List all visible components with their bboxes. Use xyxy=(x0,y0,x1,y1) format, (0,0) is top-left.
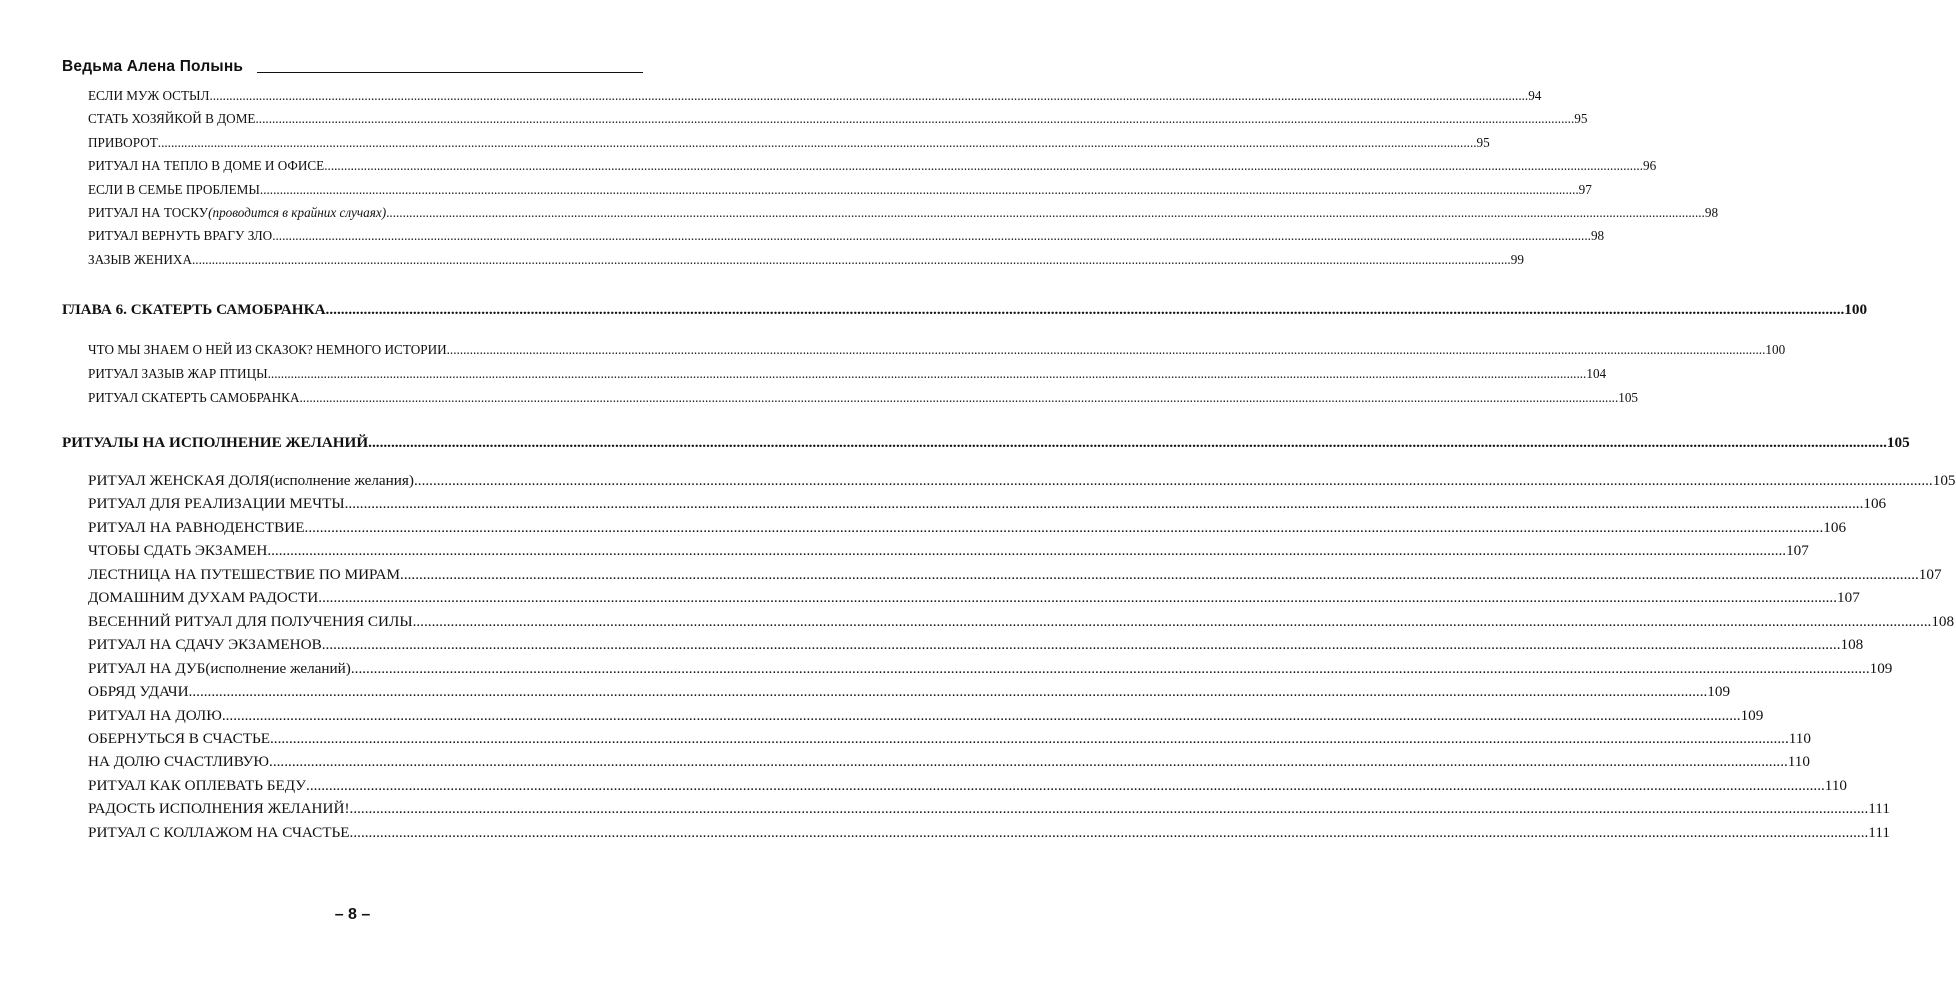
toc-entry-title: РИТУАЛ НА ДУБ xyxy=(88,659,206,677)
toc-entry xyxy=(88,88,1542,104)
toc-entry xyxy=(88,181,1592,198)
header-rule xyxy=(257,72,643,73)
dot-leader: ................................................................................................................................................................................................................................................................................................................................................................................................................ xyxy=(269,729,1789,747)
dot-leader: ................................................................................................................................................................................................................................................................................................................................................................................................................ xyxy=(304,518,1824,536)
toc-page-number: 110 xyxy=(1788,729,1811,747)
toc-entry-title: РИТУАЛЫ НА ИСПОЛНЕНИЕ ЖЕЛАНИЙ xyxy=(62,434,369,451)
toc-entry xyxy=(88,342,1786,358)
toc-entry xyxy=(88,495,1887,513)
toc-heading xyxy=(62,434,1910,452)
dot-leader: ................................................................................................................................................................................................................................................................................................................................................................................................................ xyxy=(221,706,1741,724)
toc-entry xyxy=(88,390,1639,406)
dot-leader: ................................................................................................................................................................................................................................................................................................................................................................................................................ xyxy=(413,472,1933,489)
dot-leader: ................................................................................................................................................................................................................................................................................................................................................................................................................ xyxy=(191,251,1511,267)
dot-leader: ................................................................................................................................................................................................................................................................................................................................................................................................................ xyxy=(324,158,1643,174)
dot-leader: ................................................................................................................................................................................................................................................................................................................................................................................................................ xyxy=(318,589,1838,607)
toc-entry xyxy=(88,472,1956,490)
dot-leader: ................................................................................................................................................................................................................................................................................................................................................................................................................ xyxy=(259,181,1579,197)
toc-entry-title: РИТУАЛ НА ТЕПЛО В ДОМЕ И ОФИСЕ xyxy=(88,158,325,174)
toc-page-number: 108 xyxy=(1931,612,1955,630)
toc-page-number: 95 xyxy=(1476,134,1490,150)
toc-entry-title: РАДОСТЬ ИСПОЛНЕНИЯ ЖЕЛАНИЙ! xyxy=(88,800,350,818)
dot-leader: ................................................................................................................................................................................................................................................................................................................................................................................................................ xyxy=(412,612,1932,630)
toc-page-number: 111 xyxy=(1868,823,1890,841)
dot-leader: ................................................................................................................................................................................................................................................................................................................................................................................................................ xyxy=(306,776,1825,794)
toc-entry-title: ГЛАВА 6. СКАТЕРТЬ САМОБРАНКА xyxy=(62,301,326,318)
toc-entry-title: ЧТОБЫ СДАТЬ ЭКЗАМЕН xyxy=(88,542,268,560)
dot-leader: ................................................................................................................................................................................................................................................................................................................................................................................................................ xyxy=(272,228,1591,244)
toc-entry-title: РИТУАЛ С КОЛЛАЖОМ НА СЧАСТЬЕ xyxy=(88,823,350,841)
toc-page-number: 99 xyxy=(1510,251,1524,267)
toc-entry xyxy=(88,111,1588,127)
dot-leader: ................................................................................................................................................................................................................................................................................................................................................................................................................ xyxy=(209,88,1529,103)
toc-entry-note: (проводится в крайних случаях) xyxy=(208,205,387,220)
toc-entry-title: РИТУАЛ НА ТОСКУ xyxy=(88,205,209,220)
toc-entry xyxy=(88,366,1607,382)
toc-page-number: 107 xyxy=(1837,589,1860,607)
toc-entry xyxy=(88,542,1809,560)
dot-leader: ................................................................................................................................................................................................................................................................................................................................................................................................................ xyxy=(269,753,1788,771)
toc-entry xyxy=(88,612,1955,631)
toc-page-number: 94 xyxy=(1528,88,1542,103)
toc-entry xyxy=(88,134,1490,151)
dot-leader: ................................................................................................................................................................................................................................................................................................................................................................................................................ xyxy=(344,495,1864,513)
toc-entry-title: ДОМАШНИМ ДУХАМ РАДОСТИ xyxy=(88,589,319,607)
toc-entry-title: ВЕСЕННИЙ РИТУАЛ ДЛЯ ПОЛУЧЕНИЯ СИЛЫ xyxy=(88,612,413,630)
toc-page-number: 97 xyxy=(1578,181,1592,197)
toc-entry xyxy=(88,776,1848,795)
dot-leader: ................................................................................................................................................................................................................................................................................................................................................................................................................ xyxy=(350,659,1870,677)
toc-page-number: 96 xyxy=(1642,158,1657,174)
toc-entry xyxy=(88,205,1719,221)
toc-page-number: 105 xyxy=(1886,434,1910,451)
dot-leader: ................................................................................................................................................................................................................................................................................................................................................................................................................ xyxy=(368,434,1887,451)
toc-page-number: 110 xyxy=(1787,753,1810,771)
running-header xyxy=(62,58,643,76)
toc-entry-title: ЗАЗЫВ ЖЕНИХА xyxy=(88,251,192,267)
toc-entry-title: РИТУАЛ КАК ОПЛЕВАТЬ БЕДУ xyxy=(88,776,307,794)
running-header-title: Ведьма Алена Полынь xyxy=(62,58,244,75)
toc-page-number: 110 xyxy=(1824,776,1848,794)
dot-leader: ................................................................................................................................................................................................................................................................................................................................................................................................................ xyxy=(188,683,1708,701)
toc-entry-title: РИТУАЛ НА ДОЛЮ xyxy=(88,706,222,724)
dot-leader: ................................................................................................................................................................................................................................................................................................................................................................................................................ xyxy=(349,800,1869,818)
toc-entry-title: ПРИВОРОТ xyxy=(88,134,158,150)
toc-entry xyxy=(88,683,1731,701)
toc-page-number: 106 xyxy=(1823,518,1847,536)
toc-page-number: 107 xyxy=(1918,565,1942,583)
toc-entry-title: РИТУАЛ СКАТЕРТЬ САМОБРАНКА xyxy=(88,390,300,405)
dot-leader: ................................................................................................................................................................................................................................................................................................................................................................................................................ xyxy=(400,565,1919,583)
toc-entry xyxy=(88,158,1657,174)
toc-heading xyxy=(62,301,1868,319)
page-number: – 8 – xyxy=(334,906,371,923)
toc-page-number: 105 xyxy=(1932,472,1956,489)
toc-entry xyxy=(88,706,1764,725)
dot-leader: ................................................................................................................................................................................................................................................................................................................................................................................................................ xyxy=(446,342,1766,357)
toc-entry-title: РИТУАЛ ВЕРНУТЬ ВРАГУ ЗЛО xyxy=(88,228,273,244)
toc-page-number: 107 xyxy=(1786,542,1809,560)
toc-page-number: 109 xyxy=(1707,683,1731,701)
toc-entry xyxy=(88,800,1890,818)
dot-leader: ................................................................................................................................................................................................................................................................................................................................................................................................................ xyxy=(157,134,1477,150)
toc-entry-note: (исполнение желания) xyxy=(269,472,414,489)
toc-entry xyxy=(88,518,1847,537)
toc-page-number: 98 xyxy=(1590,228,1605,244)
toc-page-number: 106 xyxy=(1863,495,1887,513)
toc-entry-title: РИТУАЛ НА СДАЧУ ЭКЗАМЕНОВ xyxy=(88,636,322,654)
toc-entry xyxy=(88,659,1893,678)
toc-page-number: 105 xyxy=(1618,390,1639,405)
toc-entry-title: РИТУАЛ НА РАВНОДЕНСТВИЕ xyxy=(88,518,305,536)
toc-entry-title: РИТУАЛ ЖЕНСКАЯ ДОЛЯ xyxy=(88,472,270,489)
toc-page-number: 111 xyxy=(1868,800,1890,818)
dot-leader: ................................................................................................................................................................................................................................................................................................................................................................................................................ xyxy=(255,111,1575,127)
toc-entry xyxy=(88,823,1890,842)
toc-entry-title: РИТУАЛ ДЛЯ РЕАЛИЗАЦИИ МЕЧТЫ xyxy=(88,495,345,513)
dot-leader: ................................................................................................................................................................................................................................................................................................................................................................................................................ xyxy=(267,542,1787,560)
toc-entry xyxy=(88,589,1860,607)
toc-entry xyxy=(88,753,1810,771)
toc-entry-title: СТАТЬ ХОЗЯЙКОЙ В ДОМЕ xyxy=(88,111,256,127)
dot-leader: ................................................................................................................................................................................................................................................................................................................................................................................................................ xyxy=(321,636,1841,654)
toc-page-number: 100 xyxy=(1765,342,1786,357)
toc-entry-title: ОБРЯД УДАЧИ xyxy=(88,683,189,701)
toc-page-number: 108 xyxy=(1840,636,1864,654)
toc-entry-title: ЕСЛИ МУЖ ОСТЫЛ xyxy=(88,88,210,103)
toc-page-number: 98 xyxy=(1704,205,1719,220)
dot-leader: ................................................................................................................................................................................................................................................................................................................................................................................................................ xyxy=(349,823,1869,841)
dot-leader: ................................................................................................................................................................................................................................................................................................................................................................................................................ xyxy=(267,366,1587,381)
toc-entry xyxy=(88,228,1605,244)
toc-entry xyxy=(88,251,1524,268)
toc-page-number: 104 xyxy=(1586,366,1607,381)
toc-entry-note: (исполнение желаний) xyxy=(205,659,351,677)
toc-page-number: 100 xyxy=(1844,301,1868,318)
dot-leader: ................................................................................................................................................................................................................................................................................................................................................................................................................ xyxy=(299,390,1619,405)
toc-page-number: 95 xyxy=(1574,111,1588,127)
toc-page-number: 109 xyxy=(1869,659,1893,677)
toc-entry-title: ЛЕСТНИЦА НА ПУТЕШЕСТВИЕ ПО МИРАМ xyxy=(88,565,401,583)
toc-entry xyxy=(88,565,1942,584)
toc-page-number: 109 xyxy=(1740,706,1764,724)
toc-entry xyxy=(88,636,1864,654)
toc-entry-title: ЕСЛИ В СЕМЬЕ ПРОБЛЕМЫ xyxy=(88,181,260,197)
toc-entry-title: ОБЕРНУТЬСЯ В СЧАСТЬЕ xyxy=(88,729,270,747)
toc-entry-title: НА ДОЛЮ СЧАСТЛИВУЮ xyxy=(88,753,270,771)
dot-leader: ................................................................................................................................................................................................................................................................................................................................................................................................................ xyxy=(386,205,1705,220)
dot-leader: ................................................................................................................................................................................................................................................................................................................................................................................................................ xyxy=(325,301,1845,318)
toc-entry-title: РИТУАЛ ЗАЗЫВ ЖАР ПТИЦЫ xyxy=(88,366,268,381)
toc-entry-title: ЧТО МЫ ЗНАЕМ О НЕЙ ИЗ СКАЗОК? НЕМНОГО ИСТОРИИ xyxy=(88,342,447,357)
toc-entry xyxy=(88,729,1811,748)
